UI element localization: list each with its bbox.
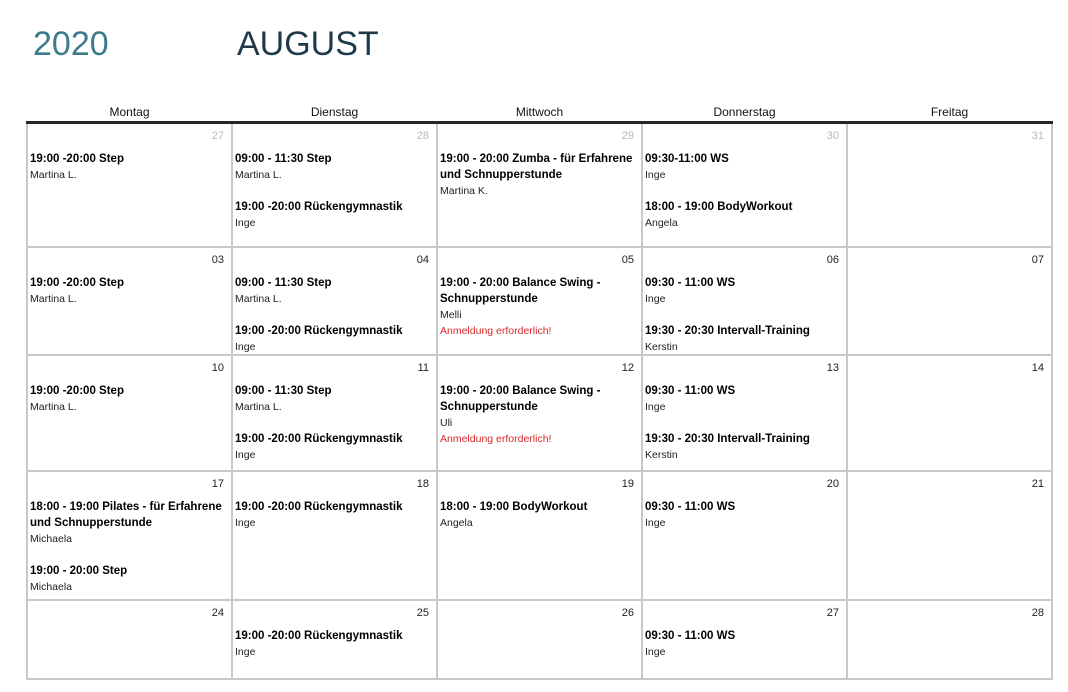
event-list bbox=[440, 151, 637, 215]
event-instructor: Michaela bbox=[30, 581, 73, 593]
calendar-event[interactable] bbox=[645, 151, 842, 183]
day-cell[interactable] bbox=[436, 124, 641, 248]
day-number: 19 bbox=[621, 478, 634, 490]
day-cell[interactable] bbox=[846, 356, 1053, 472]
event-title: 09:30 - 11:00 WS bbox=[645, 501, 736, 513]
event-title: 18:00 - 19:00 BodyWorkout bbox=[645, 201, 793, 213]
event-title: 19:00 -20:00 Rückengymnastik bbox=[235, 501, 403, 513]
event-instructor: Inge bbox=[235, 646, 256, 658]
event-instructor: Inge bbox=[235, 517, 256, 529]
event-instructor: Melli bbox=[440, 309, 462, 321]
day-cell[interactable] bbox=[641, 472, 846, 601]
day-cell[interactable] bbox=[641, 248, 846, 356]
day-number: 31 bbox=[1031, 130, 1044, 142]
event-list bbox=[30, 151, 227, 199]
day-cell[interactable] bbox=[846, 124, 1053, 248]
event-title: 09:30 - 11:00 WS bbox=[645, 385, 736, 397]
calendar-event[interactable] bbox=[30, 151, 227, 183]
calendar-event[interactable] bbox=[235, 499, 432, 531]
event-list bbox=[440, 499, 637, 547]
day-number: 03 bbox=[211, 254, 224, 266]
event-instructor: Inge bbox=[645, 293, 666, 305]
event-list bbox=[645, 628, 842, 676]
event-instructor: Angela bbox=[440, 517, 473, 529]
day-cell[interactable] bbox=[231, 472, 436, 601]
day-number: 10 bbox=[211, 362, 224, 374]
calendar-event[interactable] bbox=[235, 275, 432, 307]
event-title: 09:30 - 11:00 WS bbox=[645, 630, 736, 642]
event-title: 19:00 -20:00 Step bbox=[30, 153, 124, 165]
event-title: 19:00 - 20:00 Step bbox=[30, 565, 128, 577]
calendar-event[interactable] bbox=[235, 431, 432, 463]
calendar-event[interactable] bbox=[235, 151, 432, 183]
event-title: 19:00 -20:00 Rückengymnastik bbox=[235, 433, 403, 445]
day-number: 20 bbox=[826, 478, 839, 490]
calendar-event[interactable] bbox=[645, 383, 842, 415]
day-cell[interactable] bbox=[231, 248, 436, 356]
event-instructor: Inge bbox=[235, 449, 256, 461]
event-instructor: Martina L. bbox=[235, 293, 282, 305]
event-title: 19:00 -20:00 Rückengymnastik bbox=[235, 201, 403, 213]
day-number: 28 bbox=[416, 130, 429, 142]
calendar-event[interactable] bbox=[645, 499, 842, 531]
day-cell[interactable] bbox=[846, 601, 1053, 680]
event-instructor: Uli bbox=[440, 417, 453, 429]
event-title: 09:00 - 11:30 Step bbox=[235, 153, 332, 165]
event-instructor: Angela bbox=[645, 217, 678, 229]
event-list bbox=[235, 628, 432, 676]
calendar-event[interactable] bbox=[235, 199, 432, 231]
event-list bbox=[235, 383, 432, 479]
day-number: 29 bbox=[621, 130, 634, 142]
event-instructor: Inge bbox=[235, 341, 256, 353]
event-list bbox=[30, 275, 227, 323]
day-number: 14 bbox=[1031, 362, 1044, 374]
event-list bbox=[645, 151, 842, 247]
day-number: 05 bbox=[621, 254, 634, 266]
day-number: 17 bbox=[211, 478, 224, 490]
event-title: 19:00 -20:00 Step bbox=[30, 277, 124, 289]
calendar-event[interactable] bbox=[645, 199, 842, 231]
event-title: 19:00 - 20:00 Balance Swing - Schnupperstunde bbox=[440, 277, 601, 305]
event-instructor: Martina L. bbox=[30, 293, 77, 305]
calendar-event[interactable] bbox=[30, 499, 227, 547]
day-cell[interactable] bbox=[231, 356, 436, 472]
weekday-label-thursday: Donnerstag bbox=[713, 105, 776, 119]
event-instructor: Kerstin bbox=[645, 449, 678, 461]
event-list bbox=[440, 275, 637, 355]
event-title: 09:30-11:00 WS bbox=[645, 153, 729, 165]
event-instructor: Martina L. bbox=[30, 169, 77, 181]
event-title: 09:30 - 11:00 WS bbox=[645, 277, 736, 289]
event-list bbox=[30, 383, 227, 431]
day-cell[interactable] bbox=[26, 472, 231, 601]
day-number: 26 bbox=[621, 607, 634, 619]
event-instructor: Inge bbox=[645, 646, 666, 658]
event-instructor: Martina L. bbox=[235, 401, 282, 413]
day-number: 07 bbox=[1031, 254, 1044, 266]
day-cell[interactable] bbox=[26, 356, 231, 472]
event-instructor: Martina K. bbox=[440, 185, 488, 197]
day-cell[interactable] bbox=[641, 356, 846, 472]
calendar-event[interactable] bbox=[235, 628, 432, 660]
event-instructor: Martina L. bbox=[235, 169, 282, 181]
event-title: 19:00 - 20:00 Balance Swing - Schnupperstunde bbox=[440, 385, 601, 413]
event-title: 09:00 - 11:30 Step bbox=[235, 277, 332, 289]
day-cell[interactable] bbox=[641, 124, 846, 248]
day-number: 27 bbox=[211, 130, 224, 142]
event-instructor: Inge bbox=[645, 401, 666, 413]
day-cell[interactable] bbox=[436, 601, 641, 680]
day-number: 13 bbox=[826, 362, 839, 374]
event-list bbox=[30, 499, 227, 611]
day-cell[interactable] bbox=[846, 248, 1053, 356]
day-cell[interactable] bbox=[26, 248, 231, 356]
calendar-event[interactable] bbox=[645, 628, 842, 660]
day-cell[interactable] bbox=[26, 124, 231, 248]
calendar-event[interactable] bbox=[30, 563, 227, 595]
year-title: 2020 bbox=[33, 25, 109, 63]
event-list bbox=[235, 499, 432, 547]
event-list bbox=[645, 499, 842, 547]
day-cell[interactable] bbox=[436, 248, 641, 356]
event-title: 18:00 - 19:00 Pilates - für Erfahrene und Schnupperstunde bbox=[30, 501, 222, 529]
weekday-label-monday: Montag bbox=[109, 105, 150, 119]
day-cell[interactable] bbox=[846, 472, 1053, 601]
calendar-event[interactable] bbox=[645, 323, 842, 355]
event-title: 09:00 - 11:30 Step bbox=[235, 385, 332, 397]
weekday-label-wednesday: Mittwoch bbox=[515, 105, 564, 119]
day-number: 21 bbox=[1031, 478, 1044, 490]
day-number: 24 bbox=[211, 607, 224, 619]
day-number: 12 bbox=[621, 362, 634, 374]
event-instructor: Kerstin bbox=[645, 341, 678, 353]
event-title: 19:00 - 20:00 Zumba - für Erfahrene und Schnupperstunde bbox=[440, 153, 633, 181]
event-instructor: Inge bbox=[235, 217, 256, 229]
event-instructor: Michaela bbox=[30, 533, 73, 545]
event-list bbox=[235, 151, 432, 247]
weekday-label-friday: Freitag bbox=[930, 105, 969, 119]
calendar-event[interactable] bbox=[440, 275, 637, 339]
weekday-header bbox=[27, 104, 1052, 120]
calendar-event[interactable] bbox=[440, 499, 637, 531]
calendar-event[interactable] bbox=[645, 275, 842, 307]
day-number: 28 bbox=[1031, 607, 1044, 619]
event-title: 18:00 - 19:00 BodyWorkout bbox=[440, 501, 588, 513]
event-instructor: Inge bbox=[645, 169, 666, 181]
calendar-event[interactable] bbox=[645, 431, 842, 463]
event-instructor: Inge bbox=[645, 517, 666, 529]
calendar-event[interactable] bbox=[30, 275, 227, 307]
event-title: 19:00 -20:00 Rückengymnastik bbox=[235, 325, 403, 337]
event-title: 19:00 -20:00 Rückengymnastik bbox=[235, 630, 403, 642]
month-title: AUGUST bbox=[237, 25, 379, 63]
calendar-event[interactable] bbox=[235, 383, 432, 415]
event-list bbox=[645, 383, 842, 479]
day-cell[interactable] bbox=[436, 472, 641, 601]
calendar-event[interactable] bbox=[30, 383, 227, 415]
day-number: 06 bbox=[826, 254, 839, 266]
event-title: 19:00 -20:00 Step bbox=[30, 385, 124, 397]
day-number: 11 bbox=[417, 362, 429, 374]
day-number: 18 bbox=[416, 478, 429, 490]
day-number: 30 bbox=[826, 130, 839, 142]
day-cell[interactable] bbox=[436, 356, 641, 472]
calendar-event[interactable] bbox=[440, 151, 637, 199]
day-cell[interactable] bbox=[231, 124, 436, 248]
event-title: 19:30 - 20:30 Intervall-Training bbox=[645, 433, 810, 445]
event-instructor: Martina L. bbox=[30, 401, 77, 413]
event-title: 19:30 - 20:30 Intervall-Training bbox=[645, 325, 810, 337]
event-list bbox=[440, 383, 637, 463]
day-number: 25 bbox=[416, 607, 429, 619]
day-number: 04 bbox=[416, 254, 429, 266]
day-cell[interactable] bbox=[231, 601, 436, 680]
weekday-label-tuesday: Dienstag bbox=[310, 105, 359, 119]
day-number: 27 bbox=[826, 607, 839, 619]
day-cell[interactable] bbox=[26, 601, 231, 680]
event-registration-note: Anmeldung erforderlich! bbox=[440, 433, 552, 445]
calendar-event[interactable] bbox=[235, 323, 432, 355]
day-cell[interactable] bbox=[641, 601, 846, 680]
event-registration-note: Anmeldung erforderlich! bbox=[440, 325, 552, 337]
calendar-event[interactable] bbox=[440, 383, 637, 447]
